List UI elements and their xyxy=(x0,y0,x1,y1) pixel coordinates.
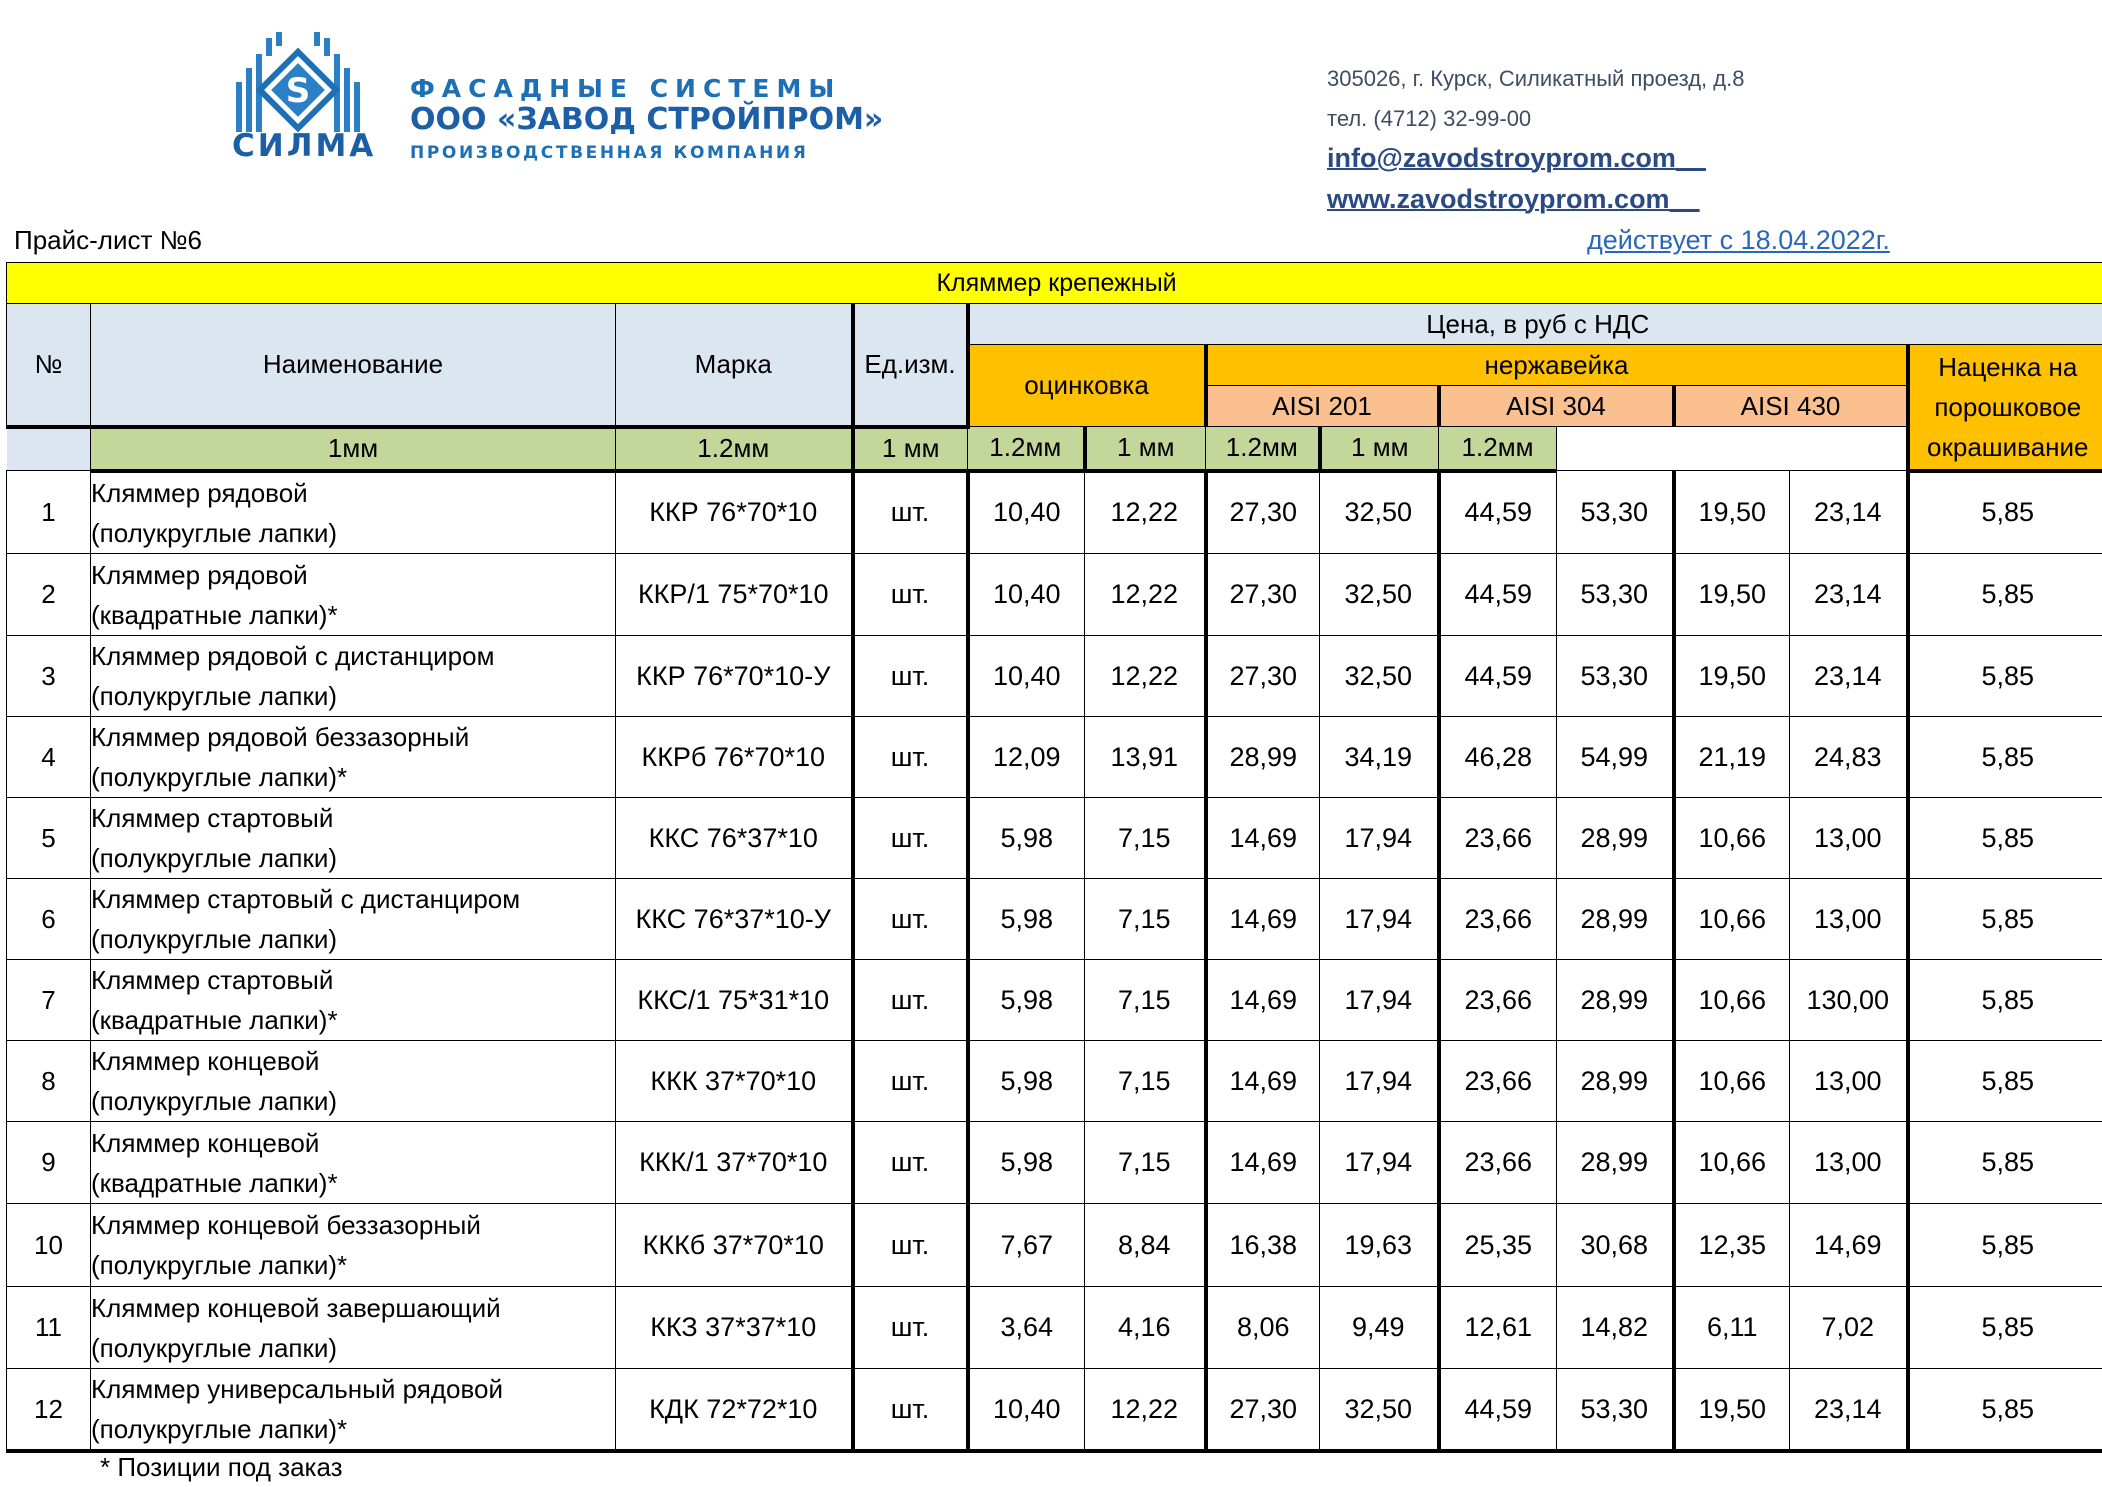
product-name-line2: (полукруглые лапки) xyxy=(91,1086,338,1116)
product-name-line1: Кляммер концевой xyxy=(91,1046,320,1076)
price-201-12mm: 32,50 xyxy=(1320,471,1439,554)
price-304-12mm: 54,99 xyxy=(1557,717,1674,798)
product-unit: шт. xyxy=(853,1041,968,1122)
row-number: 4 xyxy=(7,717,91,798)
thickness-304-12mm: 1.2мм xyxy=(1206,427,1320,471)
price-201-1mm: 14,69 xyxy=(1206,798,1320,879)
price-galv-1mm: 5,98 xyxy=(968,1041,1085,1122)
price-galv-12mm: 12,22 xyxy=(1085,636,1206,717)
price-201-1mm: 14,69 xyxy=(1206,1041,1320,1122)
table-row xyxy=(7,636,2102,717)
product-unit: шт. xyxy=(853,1204,968,1287)
price-430-12mm: 130,00 xyxy=(1790,960,1908,1041)
price-430-1mm: 19,50 xyxy=(1674,1369,1790,1452)
row-number: 6 xyxy=(7,879,91,960)
price-201-1mm: 28,99 xyxy=(1206,717,1320,798)
product-unit: шт. xyxy=(853,1122,968,1204)
price-powder-markup: 5,85 xyxy=(1908,1204,2102,1287)
price-galv-1mm: 12,09 xyxy=(968,717,1085,798)
product-unit: шт. xyxy=(853,1369,968,1452)
price-201-12mm: 19,63 xyxy=(1320,1204,1439,1287)
price-304-1mm: 44,59 xyxy=(1439,1369,1557,1452)
spacer-cell xyxy=(7,427,91,471)
price-galv-12mm: 12,22 xyxy=(1085,1369,1206,1452)
product-unit: шт. xyxy=(853,1287,968,1369)
price-galv-1mm: 10,40 xyxy=(968,636,1085,717)
product-name-line1: Кляммер рядовой xyxy=(91,559,308,590)
price-304-1mm: 25,35 xyxy=(1439,1204,1557,1287)
price-304-12mm: 14,82 xyxy=(1557,1287,1674,1369)
price-galv-1mm: 10,40 xyxy=(968,1369,1085,1452)
product-mark: КККб 37*70*10 xyxy=(616,1204,853,1287)
price-430-12mm: 23,14 xyxy=(1790,1369,1908,1452)
table-row xyxy=(7,960,2102,1041)
price-201-12mm: 17,94 xyxy=(1320,798,1439,879)
product-name-line1: Кляммер концевой xyxy=(91,1127,320,1158)
price-galv-12mm: 7,15 xyxy=(1085,1122,1206,1204)
price-powder-markup: 5,85 xyxy=(1908,798,2102,879)
price-201-1mm: 8,06 xyxy=(1206,1287,1320,1369)
price-430-12mm: 23,14 xyxy=(1790,471,1908,554)
price-430-12mm: 13,00 xyxy=(1790,879,1908,960)
price-201-1mm: 14,69 xyxy=(1206,879,1320,960)
company-name: ООО «ЗАВОД СТРОЙПРОМ» xyxy=(410,102,884,137)
price-galv-1mm: 5,98 xyxy=(968,879,1085,960)
price-201-12mm: 34,19 xyxy=(1320,717,1439,798)
product-mark: ККРб 76*70*10 xyxy=(616,717,853,798)
price-430-12mm: 14,69 xyxy=(1790,1204,1908,1287)
price-galv-1mm: 7,67 xyxy=(968,1204,1085,1287)
product-name xyxy=(91,471,616,554)
price-304-1mm: 44,59 xyxy=(1439,636,1557,717)
table-row xyxy=(7,879,2102,960)
price-galv-1mm: 5,98 xyxy=(968,1122,1085,1204)
product-name-line2: (квадратные лапки)* xyxy=(91,599,338,630)
price-galv-12mm: 7,15 xyxy=(1085,1041,1206,1122)
price-201-1mm: 27,30 xyxy=(1206,1369,1320,1452)
price-galv-1mm: 10,40 xyxy=(968,471,1085,554)
table-row xyxy=(7,798,2102,879)
product-mark: ККК/1 37*70*10 xyxy=(616,1122,853,1204)
product-unit: шт. xyxy=(853,879,968,960)
price-430-12mm: 23,14 xyxy=(1790,636,1908,717)
price-430-12mm: 24,83 xyxy=(1790,717,1908,798)
price-430-12mm: 7,02 xyxy=(1790,1287,1908,1369)
table-row xyxy=(7,1041,2102,1122)
price-304-1mm: 44,59 xyxy=(1439,554,1557,636)
price-430-1mm: 21,19 xyxy=(1674,717,1790,798)
thickness-galv-1mm: 1мм xyxy=(91,427,616,471)
product-mark: ККР 76*70*10-У xyxy=(616,636,853,717)
price-430-1mm: 12,35 xyxy=(1674,1204,1790,1287)
company-subtitle: ПРОИЗВОДСТВЕННАЯ КОМПАНИЯ xyxy=(410,143,809,163)
row-number: 12 xyxy=(7,1369,91,1452)
price-powder-markup: 5,85 xyxy=(1908,636,2102,717)
product-name xyxy=(91,879,616,960)
row-number: 3 xyxy=(7,636,91,717)
price-201-12mm: 32,50 xyxy=(1320,1369,1439,1452)
company-website-link[interactable]: www.zavodstroyprom.com xyxy=(1327,184,1670,214)
price-304-12mm: 28,99 xyxy=(1557,798,1674,879)
product-name-line1: Кляммер универсальный рядовой xyxy=(91,1374,503,1404)
product-mark: ККК 37*70*10 xyxy=(616,1041,853,1122)
price-304-12mm: 28,99 xyxy=(1557,1122,1674,1204)
price-430-1mm: 19,50 xyxy=(1674,471,1790,554)
price-201-12mm: 32,50 xyxy=(1320,554,1439,636)
price-table xyxy=(6,262,2102,1453)
product-name-line2: (полукруглые лапки)* xyxy=(91,1250,348,1280)
price-powder-markup: 5,85 xyxy=(1908,1041,2102,1122)
product-name-line2: (полукруглые лапки) xyxy=(91,517,338,548)
price-galv-1mm: 3,64 xyxy=(968,1287,1085,1369)
table-row xyxy=(7,1122,2102,1204)
price-430-1mm: 10,66 xyxy=(1674,1122,1790,1204)
table-row xyxy=(7,471,2102,554)
price-304-12mm: 28,99 xyxy=(1557,879,1674,960)
row-number: 2 xyxy=(7,554,91,636)
price-201-12mm: 9,49 xyxy=(1320,1287,1439,1369)
price-galv-12mm: 13,91 xyxy=(1085,717,1206,798)
product-name xyxy=(91,636,616,717)
thickness-430-12mm: 1.2мм xyxy=(1439,427,1557,471)
table-row xyxy=(7,1287,2102,1369)
product-mark: ККР 76*70*10 xyxy=(616,471,853,554)
price-powder-markup: 5,85 xyxy=(1908,1369,2102,1452)
product-name-line2: (квадратные лапки)* xyxy=(91,1167,338,1198)
col-header-unit: Ед.изм. xyxy=(853,304,968,427)
product-name xyxy=(91,1287,616,1369)
product-name-line1: Кляммер стартовый xyxy=(91,803,334,833)
price-powder-markup: 5,85 xyxy=(1908,960,2102,1041)
product-name-line2: (полукруглые лапки)* xyxy=(91,1414,348,1444)
table-row xyxy=(7,1204,2102,1287)
product-mark: ККС 76*37*10-У xyxy=(616,879,853,960)
product-name-line2: (полукруглые лапки)* xyxy=(91,762,348,792)
price-430-1mm: 10,66 xyxy=(1674,879,1790,960)
price-powder-markup: 5,85 xyxy=(1908,879,2102,960)
price-430-12mm: 13,00 xyxy=(1790,798,1908,879)
product-name xyxy=(91,554,616,636)
price-304-1mm: 44,59 xyxy=(1439,471,1557,554)
price-galv-12mm: 7,15 xyxy=(1085,879,1206,960)
price-201-1mm: 27,30 xyxy=(1206,554,1320,636)
product-mark: ККР/1 75*70*10 xyxy=(616,554,853,636)
row-number: 8 xyxy=(7,1041,91,1122)
price-430-1mm: 6,11 xyxy=(1674,1287,1790,1369)
price-304-12mm: 28,99 xyxy=(1557,960,1674,1041)
price-header: Цена, в руб с НДС xyxy=(968,304,2102,345)
price-304-12mm: 53,30 xyxy=(1557,636,1674,717)
product-name-line2: (полукруглые лапки) xyxy=(91,681,338,711)
product-name xyxy=(91,1122,616,1204)
company-phone: тел. (4712) 32-99-00 xyxy=(1327,106,1532,131)
price-430-1mm: 10,66 xyxy=(1674,960,1790,1041)
price-304-1mm: 12,61 xyxy=(1439,1287,1557,1369)
product-name-line2: (полукруглые лапки) xyxy=(91,843,338,873)
product-name-line1: Кляммер стартовый xyxy=(91,965,334,995)
thickness-galv-12mm: 1.2мм xyxy=(616,427,853,471)
col-header-mark: Марка xyxy=(616,304,853,427)
thickness-201-12mm: 1.2мм xyxy=(968,427,1085,471)
price-201-12mm: 17,94 xyxy=(1320,1122,1439,1204)
product-name xyxy=(91,717,616,798)
row-number: 9 xyxy=(7,1122,91,1204)
table-row xyxy=(7,1369,2102,1452)
price-304-1mm: 23,66 xyxy=(1439,798,1557,879)
product-name-line2: (квадратные лапки)* xyxy=(91,1005,338,1035)
price-galv-12mm: 8,84 xyxy=(1085,1204,1206,1287)
brand-name: СИЛМА xyxy=(232,128,377,164)
price-galv-12mm: 12,22 xyxy=(1085,471,1206,554)
product-mark: КДК 72*72*10 xyxy=(616,1369,853,1452)
product-unit: шт. xyxy=(853,554,968,636)
price-430-12mm: 13,00 xyxy=(1790,1122,1908,1204)
price-430-1mm: 10,66 xyxy=(1674,798,1790,879)
row-number: 5 xyxy=(7,798,91,879)
stainless-header: нержавейка xyxy=(1206,345,1908,386)
table-row xyxy=(7,554,2102,636)
company-email-link[interactable]: info@zavodstroyprom.com xyxy=(1327,143,1676,173)
company-tagline: ФАСАДНЫЕ СИСТЕМЫ xyxy=(410,74,842,103)
price-powder-markup: 5,85 xyxy=(1908,554,2102,636)
price-galv-12mm: 4,16 xyxy=(1085,1287,1206,1369)
product-name xyxy=(91,960,616,1041)
product-name-line1: Кляммер концевой беззазорный xyxy=(91,1210,481,1240)
product-unit: шт. xyxy=(853,798,968,879)
price-201-1mm: 14,69 xyxy=(1206,960,1320,1041)
thickness-430-1mm: 1 мм xyxy=(1320,427,1439,471)
table-title: Кляммер крепежный xyxy=(7,263,2102,304)
price-430-12mm: 13,00 xyxy=(1790,1041,1908,1122)
pricelist-number: Прайс-лист №6 xyxy=(14,225,202,255)
row-number: 1 xyxy=(7,471,91,554)
product-name-line1: Кляммер рядовой беззазорный xyxy=(91,722,470,752)
footnote: * Позиции под заказ xyxy=(100,1452,343,1482)
product-name xyxy=(91,1041,616,1122)
price-powder-markup: 5,85 xyxy=(1908,1122,2102,1204)
price-galv-12mm: 7,15 xyxy=(1085,798,1206,879)
price-430-12mm: 23,14 xyxy=(1790,554,1908,636)
col-header-name: Наименование xyxy=(91,304,616,427)
aisi304-header: AISI 304 xyxy=(1439,386,1674,427)
product-name-line2: (полукруглые лапки) xyxy=(91,1332,338,1363)
company-address: 305026, г. Курск, Силикатный проезд, д.8 xyxy=(1327,66,1745,91)
price-304-1mm: 23,66 xyxy=(1439,1041,1557,1122)
price-304-1mm: 23,66 xyxy=(1439,879,1557,960)
price-201-1mm: 16,38 xyxy=(1206,1204,1320,1287)
price-galv-1mm: 10,40 xyxy=(968,554,1085,636)
price-304-12mm: 28,99 xyxy=(1557,1041,1674,1122)
price-201-1mm: 14,69 xyxy=(1206,1122,1320,1204)
product-name-line1: Кляммер концевой завершающий xyxy=(91,1292,501,1323)
table-body xyxy=(7,471,2102,1452)
row-number: 7 xyxy=(7,960,91,1041)
table-row xyxy=(7,717,2102,798)
price-galv-12mm: 7,15 xyxy=(1085,960,1206,1041)
price-galv-1mm: 5,98 xyxy=(968,960,1085,1041)
price-powder-markup: 5,85 xyxy=(1908,1287,2102,1369)
markup-header: Наценка на порошковое окрашивание xyxy=(1908,345,2102,471)
product-name-line2: (полукруглые лапки) xyxy=(91,924,338,954)
price-201-1mm: 27,30 xyxy=(1206,471,1320,554)
col-header-num: № xyxy=(7,304,91,427)
price-powder-markup: 5,85 xyxy=(1908,471,2102,554)
price-430-1mm: 19,50 xyxy=(1674,554,1790,636)
product-name-line1: Кляммер рядовой с дистанциром xyxy=(91,641,495,671)
product-name xyxy=(91,1369,616,1452)
price-304-12mm: 53,30 xyxy=(1557,554,1674,636)
price-201-12mm: 17,94 xyxy=(1320,879,1439,960)
product-unit: шт. xyxy=(853,636,968,717)
price-304-1mm: 46,28 xyxy=(1439,717,1557,798)
price-201-12mm: 17,94 xyxy=(1320,960,1439,1041)
price-304-12mm: 53,30 xyxy=(1557,1369,1674,1452)
row-number: 11 xyxy=(7,1287,91,1369)
product-name xyxy=(91,798,616,879)
price-201-12mm: 32,50 xyxy=(1320,636,1439,717)
price-201-12mm: 17,94 xyxy=(1320,1041,1439,1122)
price-304-1mm: 23,66 xyxy=(1439,960,1557,1041)
svg-text:S: S xyxy=(285,71,311,111)
thickness-201-1mm: 1 мм xyxy=(853,427,968,471)
price-galv-12mm: 12,22 xyxy=(1085,554,1206,636)
row-number: 10 xyxy=(7,1204,91,1287)
aisi201-header: AISI 201 xyxy=(1206,386,1439,427)
thickness-304-1mm: 1 мм xyxy=(1085,427,1206,471)
product-name xyxy=(91,1204,616,1287)
product-mark: ККЗ 37*37*10 xyxy=(616,1287,853,1369)
product-unit: шт. xyxy=(853,717,968,798)
product-unit: шт. xyxy=(853,471,968,554)
price-304-12mm: 30,68 xyxy=(1557,1204,1674,1287)
price-304-1mm: 23,66 xyxy=(1439,1122,1557,1204)
price-201-1mm: 27,30 xyxy=(1206,636,1320,717)
product-unit: шт. xyxy=(853,960,968,1041)
price-powder-markup: 5,85 xyxy=(1908,717,2102,798)
price-430-1mm: 10,66 xyxy=(1674,1041,1790,1122)
aisi430-header: AISI 430 xyxy=(1674,386,1908,427)
price-304-12mm: 53,30 xyxy=(1557,471,1674,554)
valid-from-date: действует с 18.04.2022г. xyxy=(1587,225,1890,255)
product-name-line1: Кляммер стартовый с дистанциром xyxy=(91,884,521,914)
product-name-line1: Кляммер рядовой xyxy=(91,477,308,508)
product-mark: ККС/1 75*31*10 xyxy=(616,960,853,1041)
galvanized-header: оцинковка xyxy=(968,345,1206,427)
price-galv-1mm: 5,98 xyxy=(968,798,1085,879)
product-mark: ККС 76*37*10 xyxy=(616,798,853,879)
price-430-1mm: 19,50 xyxy=(1674,636,1790,717)
